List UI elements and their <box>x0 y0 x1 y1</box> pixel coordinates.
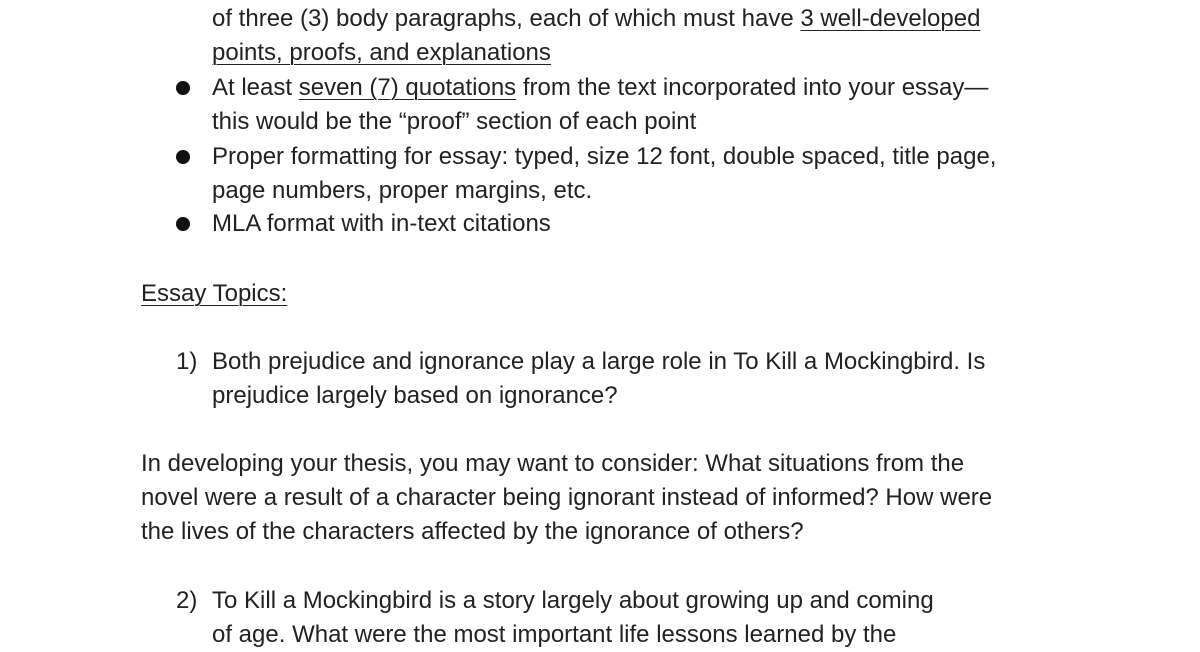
paragraph-line-3: the lives of the characters affected by the ignorance of others? <box>141 518 804 545</box>
bullet-1-underlined-text: 3 well-developed <box>800 5 981 32</box>
bullet-3-line-1: Proper formatting for essay: typed, size 12 font, double spaced, title page, <box>212 143 997 170</box>
bullet-1-line-2 <box>212 36 551 70</box>
topic-1-number: 1) <box>176 348 198 375</box>
bullet-dot-3 <box>176 150 190 164</box>
bullet-2-text-post: from the text incorporated into your essay— <box>516 74 989 101</box>
topic-1-line-2: prejudice largely based on ignorance? <box>212 382 618 409</box>
topic-2-number: 2) <box>176 587 198 614</box>
topic-2-line-1: To Kill a Mockingbird is a story largely about growing up and coming <box>212 587 934 614</box>
topic-2-line-2: of age. What were the most important life lessons learned by the <box>212 621 897 648</box>
bullet-dot-2 <box>176 81 190 95</box>
bullet-2-line-1 <box>212 71 988 105</box>
bullet-2-text-pre: At least <box>212 74 299 101</box>
bullet-2-line-2: this would be the “proof” section of each point <box>212 108 697 135</box>
topic-1-line-1: Both prejudice and ignorance play a large role in To Kill a Mockingbird. Is <box>212 348 986 375</box>
bullet-1-line-1 <box>212 2 980 36</box>
bullet-2-underlined-text: seven (7) quotations <box>298 74 517 101</box>
bullet-4-line-1: MLA format with in-text citations <box>212 210 551 237</box>
bullet-dot-4 <box>176 217 190 231</box>
paragraph-line-1: In developing your thesis, you may want to consider: What situations from the <box>141 450 965 477</box>
bullet-1-underlined-text-cont: points, proofs, and explanations <box>212 39 551 66</box>
bullet-3-line-2: page numbers, proper margins, etc. <box>212 177 593 204</box>
paragraph-line-2: novel were a result of a character being ignorant instead of informed? How were <box>141 484 993 511</box>
section-heading: Essay Topics: <box>141 280 288 307</box>
bullet-1-text: of three (3) body paragraphs, each of which must have <box>212 5 801 32</box>
